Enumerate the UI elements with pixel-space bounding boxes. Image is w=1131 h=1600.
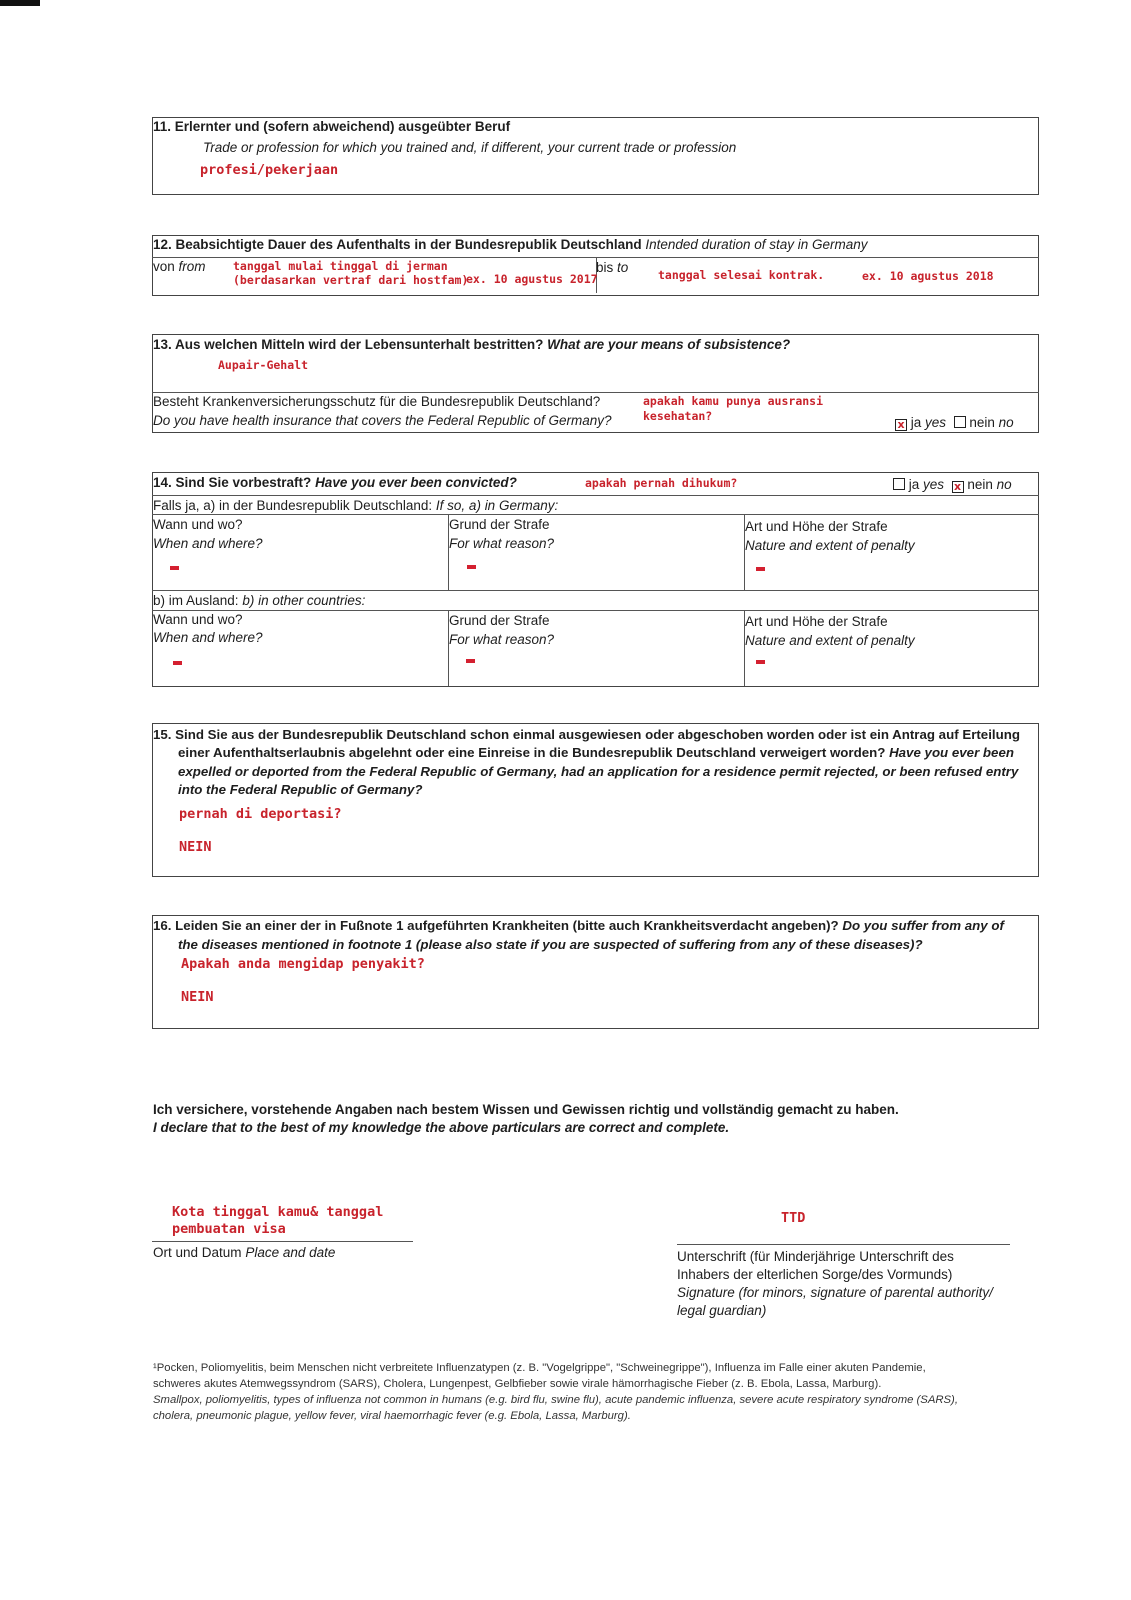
section-15-answer[interactable]: NEIN [179,839,212,855]
section-11-title: 11. Erlernter und (sofern abweichend) ausgeübter Beruf [153,119,511,134]
section-13-title-en: What are your means of subsistence? [547,337,791,352]
section-16-text-1-en: Do you suffer from any of [842,918,1004,933]
no-label-de: nein [967,477,993,492]
place-date-answer-1[interactable]: Kota tinggal kamu& tanggal [172,1204,384,1220]
footnote-de-2: schweres akutes Atemwegssyndrom (SARS), Cholera, Lungenpest, Gelbfieber sowie virale hämorrhagische Fieber (z. B. Ebola, Lassa, Marburg). [153,1378,882,1390]
section-16-answer[interactable]: NEIN [181,989,214,1005]
section-15-text-2-de: einer Aufenthaltserlaubnis abgelehnt oder eine Einreise in die Bundesrepublik Deutschland verweigert worden? [178,745,886,760]
place-label-de: Ort und Datum [153,1245,242,1260]
place-date-line [152,1241,413,1242]
section-14-a-label [153,497,558,514]
section-15-text-2-en: Have you ever been [889,745,1014,760]
section-13-yes-no [895,414,1014,431]
a-col2-empty-mark[interactable] [467,565,476,569]
declaration-de: Ich versichere, vorstehende Angaben nach bestem Wissen und Gewissen richtig und vollständig gemacht zu haben. [153,1102,899,1117]
section-14-row-4 [152,610,1039,611]
b-col3-de: Art und Höhe der Strafe [745,614,888,629]
a-col3-de: Art und Höhe der Strafe [745,519,888,534]
a-col2-de: Grund der Strafe [449,517,550,532]
insurance-no-checkbox[interactable] [954,416,966,428]
a-col2-en: For what reason? [449,536,555,551]
section-13-insurance-note-2: kesehatan? [643,409,713,423]
a-col3-empty-mark[interactable] [756,567,765,571]
place-date-answer-2[interactable]: pembuatan visa [172,1221,286,1237]
section-12-to-label [596,259,628,276]
yes-label-en: yes [923,477,945,492]
signature-label-en-1: Signature (for minors, signature of parental authority/ [677,1285,993,1300]
section-15-text-3: expelled or deported from the Federal Republic of Germany, had an application for a residence permit rejected, or been refused entry [178,764,1019,779]
from-label-en: from [178,259,206,274]
a-col1-de: Wann und wo? [153,517,243,532]
section-14-note: apakah pernah dihukum? [585,476,738,490]
section-12-from-answer-1[interactable]: tanggal mulai tinggal di jerman [233,259,448,273]
section-12-to-example: ex. 10 agustus 2018 [862,269,994,283]
section-11-answer[interactable]: profesi/pekerjaan [200,162,339,178]
b-col1-en: When and where? [153,630,263,645]
section-14-b-label [153,592,365,609]
b-col2-en: For what reason? [449,632,555,647]
footnote-de-1: ¹Pocken, Poliomyelitis, beim Menschen nicht verbreitete Influenzatypen (z. B. "Vogelgrippe", "Schweinegrippe"), Influenza im Falle einer akuten Pandemie, [153,1362,926,1374]
place-date-label [153,1244,335,1261]
yes-label-en: yes [925,415,947,430]
section-11-subtitle: Trade or profession for which you trained and, if different, your current trade or profession [203,140,737,155]
to-label-de: bis [596,260,614,275]
section-12-title-en: Intended duration of stay in Germany [645,237,868,252]
a-col1-en: When and where? [153,536,263,551]
section-13-title-de: 13. Aus welchen Mitteln wird der Lebensunterhalt bestritten? [153,337,544,352]
section-13-insurance-note-1: apakah kamu punya ausransi [643,394,824,408]
signature-label-de-2: Inhabers der elterlichen Sorge/des Vormunds) [677,1267,953,1282]
convicted-no-checkbox[interactable]: x [952,481,964,493]
b-col1-de: Wann und wo? [153,612,243,627]
signature-label-de-1: Unterschrift (für Minderjährige Unterschrift des [677,1249,954,1264]
to-label-en: to [617,260,629,275]
from-label-de: von [153,259,175,274]
no-label-en: no [998,415,1014,430]
b-col2-de: Grund der Strafe [449,613,550,628]
section-12-from-label [153,258,206,275]
section-12-from-example: ex. 10 agustus 2017 [466,272,598,286]
a-col1-empty-mark[interactable] [170,566,179,570]
place-label-en: Place and date [245,1245,336,1260]
yes-label-de: ja [908,477,920,492]
b-label-en: b) in other countries: [242,593,366,608]
section-13-insurance-en: Do you have health insurance that covers the Federal Republic of Germany? [153,413,612,428]
a-label-en: If so, a) in Germany: [435,498,559,513]
no-label-de: nein [969,415,995,430]
section-14-title-de: 14. Sind Sie vorbestraft? [153,475,312,490]
footnote-en-1: Smallpox, poliomyelitis, types of influenza not common in humans (e.g. bird flu, swine flu), acute pandemic influenza, severe acute respiratory syndrome (SARS), [153,1394,958,1406]
signature-line [677,1244,1010,1245]
section-12-to-answer[interactable]: tanggal selesai kontrak. [658,268,825,282]
convicted-yes-checkbox[interactable] [893,478,905,490]
b-col3-empty-mark[interactable] [756,660,765,664]
scan-corner-mark [0,0,40,6]
declaration-en: I declare that to the best of my knowledge the above particulars are correct and complete. [153,1120,730,1135]
signature-answer[interactable]: TTD [781,1210,806,1226]
footnote-en-2: cholera, pneumonic plague, yellow fever, viral haemorrhagic fever (e.g. Ebola, Lassa, Marburg). [153,1410,631,1422]
signature-label-en-2: legal guardian) [677,1303,767,1318]
insurance-yes-checkbox[interactable]: x [895,419,907,431]
section-16-text-1 [153,917,1004,934]
b-label-de: b) im Ausland: [153,593,239,608]
section-13-answer[interactable]: Aupair-Gehalt [218,358,309,372]
b-col3-en: Nature and extent of penalty [745,633,915,648]
section-14-row-2 [152,514,1039,515]
yes-label-de: ja [910,415,922,430]
section-16-text-2: the diseases mentioned in footnote 1 (please also state if you are suspected of suffering from any of these diseases)? [178,937,923,952]
section-14-title [153,474,517,491]
section-15-text-1: 15. Sind Sie aus der Bundesrepublik Deutschland schon einmal ausgewiesen oder abgeschoben worden oder ist ein Antrag auf Erteilung [153,727,1020,742]
section-15-note: pernah di deportasi? [179,806,342,822]
section-15-text-2 [178,744,1014,761]
section-13-title [153,336,790,353]
section-14-yes-no [893,476,1012,493]
section-16-note: Apakah anda mengidap penyakit? [181,956,425,972]
section-16-text-1-de: 16. Leiden Sie an einer der in Fußnote 1 aufgeführten Krankheiten (bitte auch Krankheitsverdacht angeben)? [153,918,839,933]
section-14-title-en: Have you ever been convicted? [315,475,517,490]
no-label-en: no [996,477,1012,492]
section-12-from-answer-2[interactable]: (berdasarkan vertraf dari hostfam) [233,273,469,287]
section-14-row-1 [152,495,1039,496]
section-14-row-3 [152,590,1039,591]
section-12-title [153,236,868,253]
a-label-de: Falls ja, a) in der Bundesrepublik Deutschland: [153,498,433,513]
b-col2-empty-mark[interactable] [466,659,475,663]
a-col3-en: Nature and extent of penalty [745,538,915,553]
section-15-text-4: into the Federal Republic of Germany? [178,782,423,797]
b-col1-empty-mark[interactable] [173,661,182,665]
section-13-insurance-de: Besteht Krankenversicherungsschutz für die Bundesrepublik Deutschland? [153,394,601,409]
section-12-title-de: 12. Beabsichtigte Dauer des Aufenthalts in der Bundesrepublik Deutschland [153,237,642,252]
